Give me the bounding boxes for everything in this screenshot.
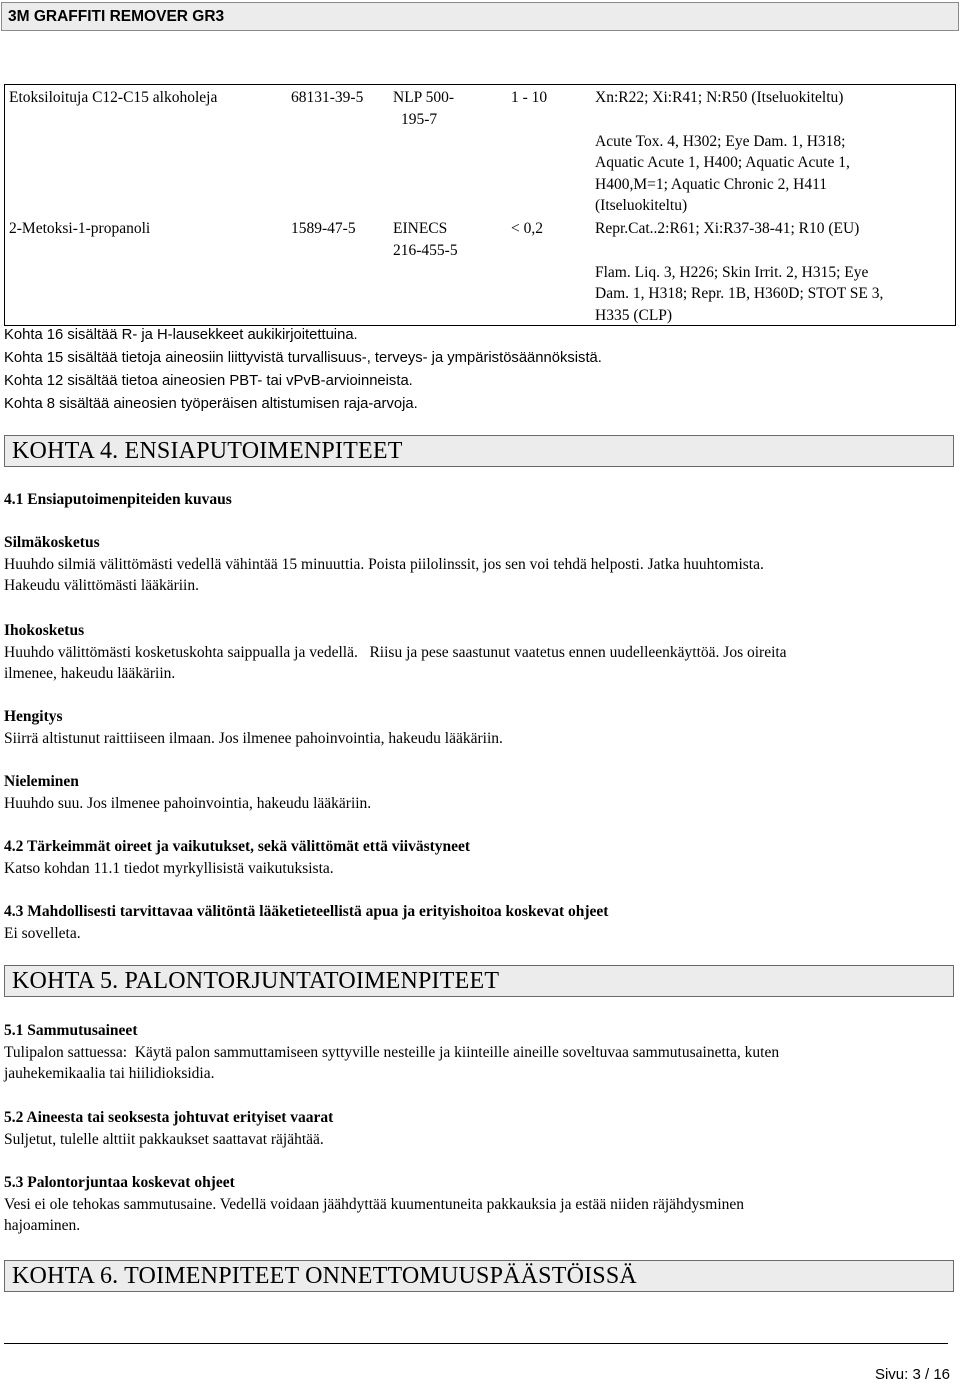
section-4-1 xyxy=(4,489,956,511)
subsection-text: Ei sovelleta. xyxy=(4,924,81,942)
classification: Xn:R22; Xi:R41; N:R50 (Itseluokiteltu) Acute Tox. 4, H302; Eye Dam. 1, H318; Aquatic Acute 1, H400; Aquatic Acute 1, H400,M=1; Aquatic Chronic 2, H411 (Itseluokiteltu) xyxy=(595,89,850,214)
subsection-text: Vesi ei ole tehokas sammutusaine. Vedellä voidaan jäähdyttää kuumentuneita pakkauksia ja estää niiden räjähdysminen xyxy=(4,1195,745,1213)
inhalation-heading: Hengitys xyxy=(4,708,63,725)
subsection-heading: 5.2 Aineesta tai seoksesta johtuvat erityiset vaarat xyxy=(4,1109,334,1126)
ingestion-text: Huuhdo suu. Jos ilmenee pahoinvointia, hakeudu lääkäriin. xyxy=(4,794,372,812)
note-line: Kohta 15 sisältää tietoja aineosiin liittyvistä turvallisuus-, terveys- ja ympäristösäännöksistä. xyxy=(4,350,602,366)
skin-contact-text: Huuhdo välittömästi kosketuskohta saippualla ja vedellä. Riisu ja pese saastunut vaatetus ennen uudelleenkäyttöä. Jos oireita xyxy=(4,643,787,661)
subsection-text: Tulipalon sattuessa: Käytä palon sammuttamiseen syttyville nesteille ja kiinteille aineille soveltuvaa sammutusainetta, kuten xyxy=(4,1043,780,1061)
section-6-title: KOHTA 6. TOIMENPITEET ONNETTOMUUSPÄÄSTÖISSÄ xyxy=(4,1260,954,1292)
subsection-text: jauhekemikaalia tai hiilidioksidia. xyxy=(4,1065,215,1082)
section-4-3 xyxy=(4,901,956,944)
footer-divider xyxy=(4,1343,948,1344)
inhalation-text: Siirrä altistunut raittiiseen ilmaan. Jos ilmenee pahoinvointia, hakeudu lääkäriin. xyxy=(4,729,503,747)
note-line: Kohta 16 sisältää R- ja H-lausekkeet aukikirjoitettuina. xyxy=(4,327,358,343)
percent-by-weight: < 0,2 xyxy=(511,220,543,237)
composition-table xyxy=(4,84,956,326)
document-header: 3M GRAFFITI REMOVER GR3 xyxy=(1,2,959,31)
subsection-text: Suljetut, tulelle alttiit pakkaukset saattavat räjähtää. xyxy=(4,1130,324,1148)
inhalation xyxy=(4,706,956,749)
note-line: Kohta 8 sisältää aineosien työperäisen altistumisen raja-arvoja. xyxy=(4,396,418,412)
skin-contact xyxy=(4,620,956,685)
eye-contact-heading: Silmäkosketus xyxy=(4,534,100,551)
subsection-heading: 5.3 Palontorjuntaa koskevat ohjeet xyxy=(4,1174,235,1191)
subsection-heading: 5.1 Sammutusaineet xyxy=(4,1022,138,1039)
composition-notes xyxy=(4,324,954,416)
page-number: Sivu: 3 / 16 xyxy=(874,1366,950,1383)
note-line: Kohta 12 sisältää tietoa aineosien PBT- tai vPvB-arvioinneista. xyxy=(4,373,413,389)
cas-number: 68131-39-5 xyxy=(291,89,364,106)
section-4-2 xyxy=(4,836,956,879)
eye-contact-text: Hakeudu välittömästi lääkäriin. xyxy=(4,577,199,594)
subsection-text: Katso kohdan 11.1 tiedot myrkyllisistä vaikutuksista. xyxy=(4,859,334,877)
subsection-heading: 4.2 Tärkeimmät oireet ja vaikutukset, sekä välittömät että viivästyneet xyxy=(4,838,471,855)
subsection-text: hajoaminen. xyxy=(4,1217,81,1234)
percent-by-weight: 1 - 10 xyxy=(511,89,548,106)
section-5-1 xyxy=(4,1020,956,1085)
eye-contact-text: Huuhdo silmiä välittömästi vedellä vähintää 15 minuuttia. Poista piilolinssit, jos sen voi tehdä helposti. Jatka huuhtomista. xyxy=(4,555,764,573)
section-5-2 xyxy=(4,1107,956,1150)
section-5-title: KOHTA 5. PALONTORJUNTATOIMENPITEET xyxy=(4,965,954,997)
skin-contact-text: ilmenee, hakeudu lääkäriin. xyxy=(4,665,176,682)
ingestion-heading: Nieleminen xyxy=(4,773,79,790)
skin-contact-heading: Ihokosketus xyxy=(4,622,85,639)
component-name: Etoksiloituja C12-C15 alkoholeja xyxy=(9,89,218,106)
ec-number: EINECS 216-455-5 xyxy=(393,220,458,259)
ec-number: NLP 500- 195-7 xyxy=(393,89,454,128)
eye-contact xyxy=(4,532,956,597)
classification: Repr.Cat..2:R61; Xi:R37-38-41; R10 (EU) Flam. Liq. 3, H226; Skin Irrit. 2, H315; Eye Dam. 1, H318; Repr. 1B, H360D; STOT SE 3, H335 (CLP) xyxy=(595,220,884,324)
section-5-3 xyxy=(4,1172,956,1237)
section-4-title: KOHTA 4. ENSIAPUTOIMENPITEET xyxy=(4,435,954,467)
cas-number: 1589-47-5 xyxy=(291,220,356,237)
subsection-heading: 4.3 Mahdollisesti tarvittavaa välitöntä lääketieteellistä apua ja erityishoitoa koskevat ohjeet xyxy=(4,903,609,920)
component-name: 2-Metoksi-1-propanoli xyxy=(9,220,151,237)
ingestion xyxy=(4,771,956,814)
subsection-heading: 4.1 Ensiaputoimenpiteiden kuvaus xyxy=(4,491,232,508)
